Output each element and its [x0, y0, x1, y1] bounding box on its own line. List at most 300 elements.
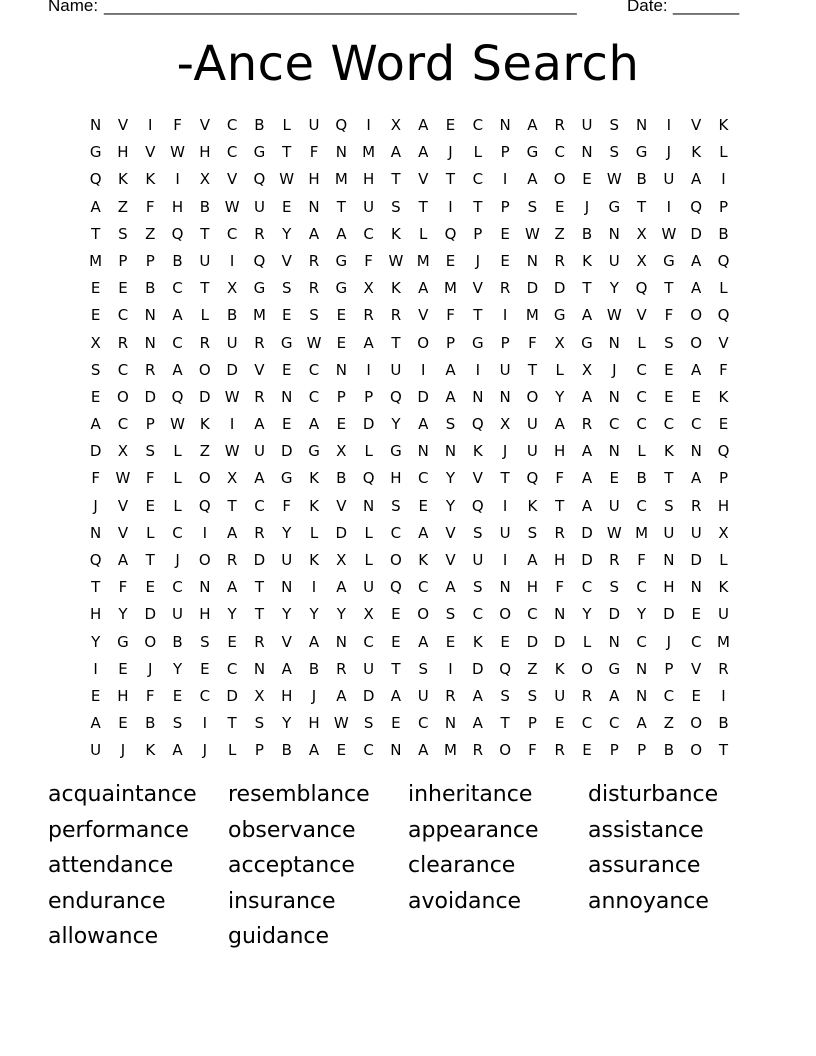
grid-letter: M — [525, 306, 539, 325]
grid-letter: V — [117, 496, 129, 515]
grid-row — [82, 441, 738, 468]
grid-letter: D — [199, 387, 211, 406]
grid-letter: R — [499, 279, 511, 298]
grid-letter: C — [308, 387, 320, 406]
grid-letter: E — [554, 197, 565, 216]
word-list-item: assurance — [588, 853, 701, 878]
grid-letter: S — [391, 496, 401, 515]
grid-letter: C — [417, 469, 429, 488]
grid-letter: W — [306, 333, 322, 352]
grid-letter: L — [309, 523, 319, 542]
grid-letter: I — [448, 197, 453, 216]
grid-letter: F — [446, 306, 455, 325]
grid-letter: A — [445, 387, 456, 406]
grid-letter: A — [336, 578, 347, 597]
grid-letter: N — [253, 659, 266, 678]
grid-letter: I — [502, 496, 508, 515]
grid-letter: G — [253, 143, 266, 162]
grid-letter: K — [145, 741, 156, 760]
grid-letter: V — [691, 659, 702, 678]
grid-letter: T — [391, 659, 401, 678]
grid-row — [82, 686, 738, 713]
grid-letter: D — [663, 605, 675, 624]
grid-letter: F — [173, 116, 182, 134]
grid-letter: P — [336, 387, 346, 406]
grid-letter: E — [554, 714, 565, 733]
grid-letter: D — [335, 523, 348, 542]
grid-letter: N — [635, 116, 648, 134]
grid-letter: E — [664, 387, 674, 406]
grid-letter: L — [364, 551, 373, 569]
grid-letter: T — [282, 143, 292, 162]
grid-letter: N — [281, 578, 293, 597]
grid-letter: H — [526, 578, 539, 597]
grid-letter: U — [363, 197, 375, 216]
grid-letter: W — [606, 306, 622, 325]
grid-letter: W — [524, 224, 540, 243]
grid-letter: G — [526, 143, 539, 162]
grid-row — [82, 523, 738, 550]
grid-letter: U — [172, 605, 184, 624]
grid-letter: T — [254, 605, 265, 624]
grid-letter: L — [637, 442, 646, 461]
grid-letter: A — [90, 415, 101, 434]
grid-letter: Q — [362, 469, 375, 488]
grid-letter: E — [718, 415, 729, 434]
grid-letter: T — [418, 197, 428, 216]
grid-letter: S — [664, 496, 674, 515]
grid-letter: V — [254, 360, 265, 379]
word-list-item: allowance — [48, 924, 159, 949]
grid-letter: M — [635, 523, 649, 542]
grid-letter: L — [282, 116, 291, 134]
grid-row — [82, 468, 738, 495]
grid-letter: Y — [282, 605, 292, 624]
grid-letter: S — [473, 578, 483, 597]
grid-letter: E — [118, 659, 128, 678]
grid-letter: G — [635, 143, 648, 162]
grid-letter: U — [499, 523, 511, 542]
grid-letter: S — [118, 224, 128, 243]
grid-letter: N — [390, 741, 402, 760]
grid-letter: G — [663, 251, 675, 270]
grid-letter: C — [581, 578, 593, 597]
grid-letter: L — [200, 306, 210, 325]
grid-letter: A — [254, 415, 265, 434]
word-list-item: endurance — [48, 888, 166, 914]
grid-letter: S — [527, 686, 538, 705]
grid-letter: E — [582, 741, 592, 760]
grid-letter: F — [145, 686, 155, 705]
grid-letter: L — [637, 333, 646, 352]
grid-letter: V — [472, 279, 483, 298]
grid-letter: Q — [253, 251, 266, 270]
grid-letter: U — [90, 741, 102, 760]
grid-letter: U — [363, 659, 375, 678]
grid-letter: A — [691, 279, 702, 298]
grid-letter: E — [391, 605, 401, 624]
grid-letter: H — [308, 714, 320, 733]
grid-letter: L — [146, 523, 155, 542]
grid-letter: M — [717, 632, 730, 651]
grid-letter: U — [253, 442, 265, 461]
grid-letter: Q — [89, 170, 102, 189]
grid-letter: Y — [282, 523, 292, 542]
grid-letter: N — [444, 442, 457, 461]
grid-letter: Q — [499, 659, 511, 678]
grid-letter: H — [117, 686, 129, 705]
grid-row — [82, 577, 738, 604]
grid-letter: G — [280, 469, 293, 488]
grid-letter: A — [581, 442, 593, 461]
grid-letter: E — [500, 632, 510, 651]
grid-letter: K — [718, 116, 729, 134]
grid-letter: A — [418, 143, 429, 162]
grid-letter: Q — [335, 116, 348, 134]
grid-letter: D — [690, 224, 702, 243]
grid-letter: H — [554, 551, 566, 569]
grid-letter: A — [418, 116, 429, 134]
grid-letter: F — [145, 197, 155, 216]
grid-letter: C — [690, 415, 702, 434]
grid-letter: V — [472, 469, 483, 488]
grid-letter: J — [502, 442, 508, 461]
grid-letter: C — [172, 279, 183, 298]
grid-letter: R — [254, 523, 265, 542]
grid-letter: V — [418, 170, 429, 189]
grid-letter: A — [418, 279, 429, 298]
grid-row — [82, 251, 738, 278]
grid-letter: L — [419, 224, 428, 243]
grid-row — [82, 333, 738, 360]
grid-letter: X — [554, 333, 565, 352]
grid-letter: A — [363, 333, 374, 352]
grid-letter: B — [308, 659, 320, 678]
grid-letter: R — [472, 741, 484, 760]
grid-letter: B — [226, 306, 238, 325]
grid-letter: X — [254, 686, 265, 705]
grid-letter: E — [200, 659, 210, 678]
grid-letter: C — [636, 387, 647, 406]
grid-letter: C — [472, 116, 484, 134]
grid-letter: M — [252, 306, 266, 325]
grid-letter: D — [144, 605, 157, 624]
grid-letter: N — [90, 523, 102, 542]
grid-letter: E — [227, 632, 237, 651]
grid-letter: I — [366, 360, 371, 379]
grid-letter: A — [445, 360, 456, 379]
grid-letter: E — [172, 686, 183, 705]
grid-letter: R — [117, 333, 129, 352]
grid-letter: S — [391, 197, 401, 216]
word-list-item: performance — [48, 817, 189, 843]
grid-letter: E — [664, 360, 674, 379]
grid-letter: B — [636, 170, 647, 189]
grid-letter: T — [227, 714, 237, 733]
grid-letter: I — [229, 415, 235, 434]
grid-letter: I — [666, 116, 672, 134]
grid-letter: U — [499, 360, 511, 379]
grid-letter: Y — [637, 605, 647, 624]
grid-letter: K — [663, 442, 674, 461]
grid-letter: T — [91, 578, 101, 597]
grid-letter: E — [90, 686, 101, 705]
grid-letter: I — [502, 170, 508, 189]
grid-letter: N — [499, 116, 511, 134]
grid-letter: T — [637, 197, 647, 216]
grid-letter: V — [718, 333, 729, 352]
grid-letter: B — [636, 469, 647, 488]
grid-letter: O — [690, 306, 703, 325]
grid-letter: B — [281, 741, 292, 760]
grid-letter: E — [691, 387, 701, 406]
grid-letter: I — [202, 714, 208, 733]
grid-letter: D — [553, 279, 566, 298]
grid-letter: P — [145, 415, 155, 434]
grid-letter: I — [93, 659, 98, 678]
grid-letter: O — [198, 551, 211, 569]
grid-letter: P — [718, 469, 728, 488]
grid-letter: E — [418, 496, 428, 515]
grid-letter: A — [336, 224, 347, 243]
grid-letter: T — [473, 197, 483, 216]
grid-letter: B — [718, 714, 729, 733]
grid-letter: N — [499, 387, 511, 406]
grid-letter: X — [636, 251, 647, 270]
grid-letter: Q — [198, 496, 211, 515]
grid-letter: L — [364, 442, 373, 461]
grid-letter: H — [90, 605, 102, 624]
grid-letter: E — [391, 714, 401, 733]
grid-letter: T — [254, 578, 265, 597]
grid-letter: N — [581, 143, 593, 162]
grid-letter: R — [363, 306, 374, 325]
grid-letter: L — [173, 469, 182, 488]
grid-letter: C — [636, 360, 647, 379]
grid-letter: D — [362, 415, 375, 434]
grid-row — [82, 740, 738, 767]
grid-letter: Q — [171, 387, 184, 406]
grid-letter: M — [89, 251, 103, 270]
grid-letter: V — [445, 551, 456, 569]
grid-letter: P — [609, 741, 619, 760]
grid-letter: R — [254, 224, 265, 243]
grid-letter: K — [472, 632, 483, 651]
grid-letter: A — [527, 170, 538, 189]
grid-letter: G — [253, 279, 266, 298]
word-list-item: disturbance — [588, 782, 719, 807]
grid-letter: Q — [390, 387, 402, 406]
word-list-item: appearance — [408, 817, 539, 843]
grid-letter: U — [608, 496, 620, 515]
grid-letter: V — [117, 116, 129, 134]
grid-letter: E — [118, 714, 128, 733]
grid-letter: I — [202, 523, 208, 542]
grid-letter: J — [584, 197, 590, 216]
grid-letter: P — [145, 251, 155, 270]
grid-letter: T — [145, 551, 155, 569]
grid-letter: C — [226, 224, 238, 243]
grid-letter: B — [336, 469, 347, 488]
grid-letter: C — [636, 632, 647, 651]
grid-letter: L — [173, 442, 182, 461]
grid-letter: D — [608, 605, 621, 624]
grid-letter: T — [200, 224, 210, 243]
grid-letter: U — [253, 197, 265, 216]
grid-letter: N — [608, 224, 620, 243]
grid-letter: H — [281, 686, 293, 705]
grid-letter: A — [90, 714, 101, 733]
grid-letter: D — [553, 632, 566, 651]
grid-letter: P — [118, 251, 128, 270]
grid-letter: F — [282, 496, 292, 515]
word-list-item: resemblance — [228, 782, 370, 807]
grid-letter: U — [526, 415, 538, 434]
grid-letter: A — [308, 741, 320, 760]
grid-letter: C — [199, 686, 211, 705]
grid-letter: A — [418, 415, 429, 434]
grid-letter: C — [636, 578, 647, 597]
grid-letter: B — [718, 224, 729, 243]
grid-letter: R — [554, 251, 565, 270]
grid-row — [82, 142, 738, 169]
grid-letter: D — [581, 523, 593, 542]
grid-letter: E — [145, 496, 155, 515]
grid-letter: A — [172, 306, 183, 325]
grid-letter: B — [199, 197, 210, 216]
grid-letter: W — [606, 170, 622, 189]
grid-letter: L — [227, 741, 237, 760]
grid-row — [82, 115, 738, 142]
grid-letter: A — [554, 415, 565, 434]
grid-letter: W — [224, 387, 240, 406]
grid-letter: Y — [282, 714, 292, 733]
grid-letter: S — [473, 523, 483, 542]
grid-letter: K — [418, 551, 429, 569]
grid-letter: Y — [582, 605, 592, 624]
grid-letter: Z — [145, 224, 156, 243]
grid-letter: V — [281, 251, 292, 270]
grid-letter: G — [553, 306, 566, 325]
grid-letter: A — [281, 659, 292, 678]
grid-letter: K — [472, 442, 483, 461]
grid-letter: R — [226, 551, 238, 569]
grid-letter: K — [309, 496, 319, 515]
grid-letter: L — [719, 551, 728, 569]
grid-letter: B — [254, 116, 265, 134]
grid-letter: E — [336, 415, 347, 434]
grid-letter: D — [472, 659, 484, 678]
grid-letter: K — [582, 251, 592, 270]
grid-letter: O — [581, 659, 593, 678]
grid-letter: A — [581, 306, 593, 325]
grid-letter: Y — [227, 605, 237, 624]
grid-letter: Y — [445, 469, 456, 488]
grid-letter: X — [226, 469, 238, 488]
grid-letter: O — [198, 360, 211, 379]
grid-letter: N — [499, 578, 511, 597]
grid-letter: J — [475, 251, 481, 270]
grid-letter: N — [308, 197, 320, 216]
grid-letter: K — [309, 469, 319, 488]
grid-letter: P — [500, 333, 510, 352]
grid-letter: C — [117, 415, 129, 434]
grid-letter: V — [445, 523, 456, 542]
grid-letter: Y — [336, 605, 346, 624]
grid-letter: Y — [91, 632, 101, 651]
grid-letter: A — [390, 686, 402, 705]
grid-letter: C — [472, 170, 484, 189]
grid-letter: E — [90, 306, 101, 325]
grid-letter: C — [472, 605, 484, 624]
grid-letter: C — [172, 523, 183, 542]
grid-letter: C — [636, 415, 647, 434]
grid-letter: O — [526, 387, 539, 406]
grid-letter: F — [637, 551, 646, 569]
grid-letter: I — [721, 170, 726, 189]
grid-letter: S — [609, 578, 620, 597]
grid-letter: H — [171, 197, 184, 216]
grid-letter: E — [582, 170, 592, 189]
grid-letter: E — [445, 116, 456, 134]
grid-letter: C — [172, 578, 183, 597]
grid-letter: A — [117, 551, 129, 569]
grid-letter: P — [527, 714, 537, 733]
grid-letter: A — [445, 578, 456, 597]
grid-letter: A — [418, 741, 429, 760]
grid-letter: F — [555, 578, 565, 597]
grid-letter: N — [199, 578, 211, 597]
grid-row — [82, 604, 738, 631]
grid-letter: G — [335, 251, 348, 270]
grid-letter: T — [582, 279, 592, 298]
grid-row — [82, 550, 738, 577]
grid-row — [82, 387, 738, 414]
grid-row — [82, 632, 738, 659]
grid-letter: S — [664, 333, 674, 352]
grid-letter: H — [308, 170, 320, 189]
grid-letter: C — [226, 143, 238, 162]
grid-letter: T — [500, 469, 510, 488]
grid-letter: G — [117, 632, 129, 651]
grid-letter: N — [444, 714, 457, 733]
grid-letter: Q — [444, 224, 457, 243]
grid-letter: V — [145, 143, 156, 162]
grid-letter: R — [718, 659, 729, 678]
grid-letter: Q — [390, 578, 402, 597]
grid-letter: R — [690, 496, 702, 515]
grid-letter: N — [608, 632, 620, 651]
grid-letter: O — [117, 387, 129, 406]
grid-letter: A — [308, 415, 320, 434]
grid-letter: S — [281, 279, 292, 298]
grid-letter: U — [663, 523, 675, 542]
grid-letter: F — [555, 469, 565, 488]
grid-letter: U — [199, 251, 211, 270]
grid-letter: K — [199, 415, 210, 434]
grid-letter: K — [390, 279, 401, 298]
grid-letter: C — [172, 333, 183, 352]
grid-row — [82, 278, 738, 305]
grid-letter: A — [227, 523, 238, 542]
grid-letter: R — [336, 659, 347, 678]
grid-letter: H — [117, 143, 129, 162]
grid-letter: K — [390, 224, 401, 243]
grid-letter: R — [445, 686, 456, 705]
grid-letter: R — [581, 686, 593, 705]
grid-letter: R — [254, 387, 265, 406]
grid-letter: E — [445, 251, 456, 270]
